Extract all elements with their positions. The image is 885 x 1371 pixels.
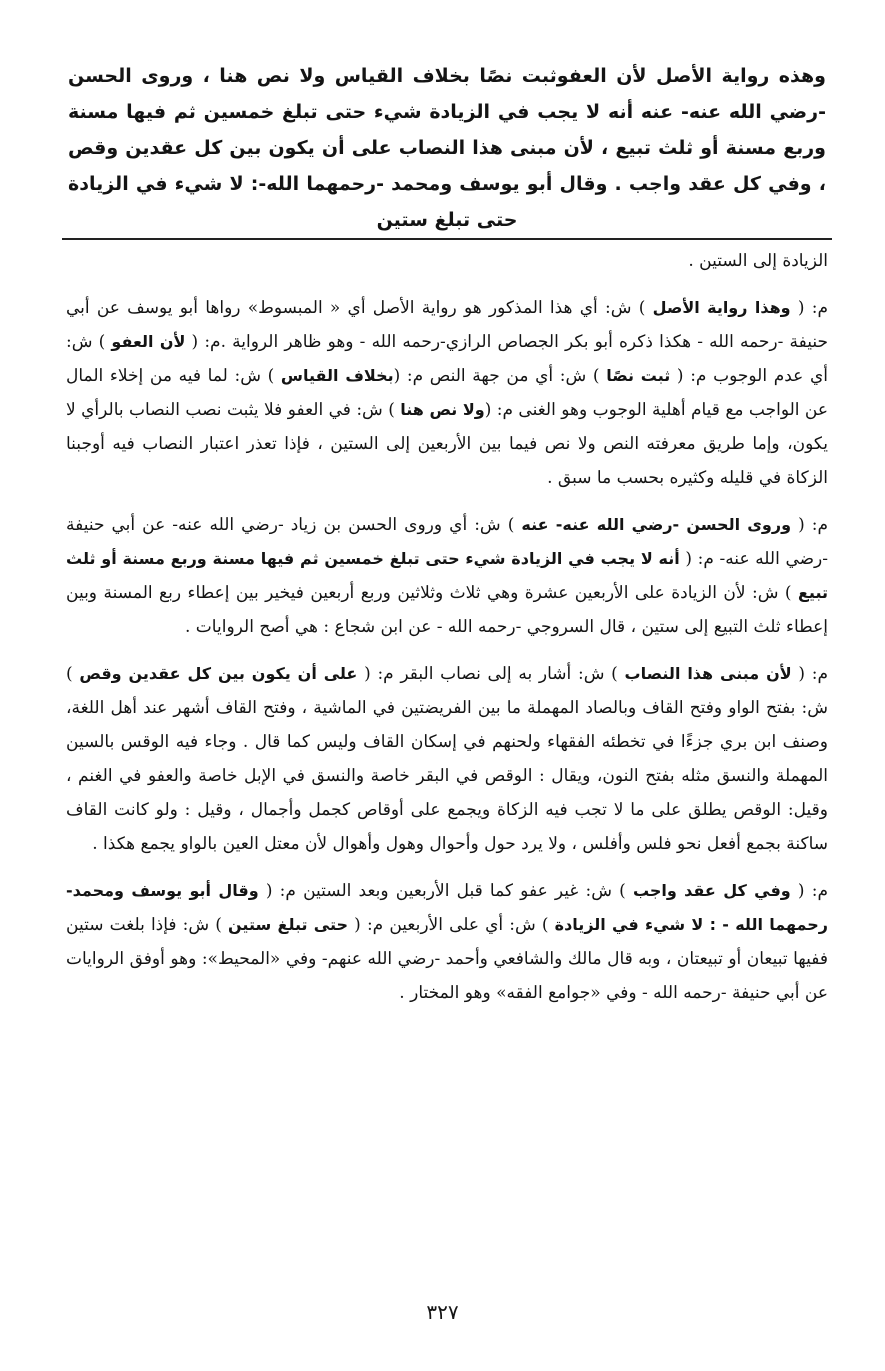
commentary-paragraph <box>66 508 828 644</box>
quoted-main-text: لأن العفو <box>111 332 186 351</box>
commentary-text: ) ش: أشار به إلى نصاب البقر م: ( <box>357 664 625 684</box>
commentary-paragraph <box>66 291 828 495</box>
quoted-main-text: ثبت نصًا <box>606 366 671 385</box>
quoted-main-text: حتى تبلغ ستين <box>228 915 349 934</box>
quoted-main-text: وروى الحسن -رضي الله عنه- عنه <box>521 515 792 534</box>
commentary-text: ) ش: أي من جهة النص م: ( <box>393 366 607 386</box>
commentary-text: م: ( <box>790 881 828 901</box>
commentary-text: ) ش: لما فيه من إخلاء المال عن الواجب مع قيام أهلية الوجوب وهو الغنى م: ( <box>66 366 828 420</box>
commentary-text: ) ش: بفتح الواو وفتح القاف وبالصاد المهملة ما بين الفريضتين في الماشية ، وفتح القاف أشهر عند أهل اللغة، وصنف ابن بري جزءًا في تخطئه الفقهاء ولحنهم في إسكان القاف وليس كما قال . وجاء فيه الوقس بالسين المهملة والنسق مثله بفتح النون، ويقال : الوقص في البقر خاصة والنسق في الإبل خاصة والعفو في الغنم ، وقيل: الوقص يطلق على ما لا تجب فيه الزكاة ويجمع على أوقاص كجمل وأجمال ، وقيل : ولو كانت القاف ساكنة بجمع أفعل نحو فلس وأفلس ، ولا يرد حول وأحوال وهول وأهوال لأن معتل العين بالواو يجمع هكذا . <box>66 664 828 854</box>
commentary-paragraph <box>66 657 828 861</box>
commentary-block <box>62 244 832 1010</box>
commentary-text: ) ش: غير عفو كما قبل الأربعين وبعد الستين م: ( <box>258 881 633 901</box>
book-page <box>62 58 832 1023</box>
quoted-main-text: وهذا رواية الأصل <box>652 298 791 317</box>
separator-rule <box>62 238 832 240</box>
commentary-text: ) ش: أي عدم الوجوب م: ( <box>66 332 828 386</box>
quoted-main-text: وقال أبو يوسف ومحمد- رحمهما الله - : لا شيء في الزيادة <box>66 881 828 934</box>
commentary-text: ) ش: أي وروى الحسن بن زياد -رضي الله عنه- عن أبي حنيفة -رضي الله عنه- م: ( <box>66 515 828 569</box>
commentary-text: ) ش: في العفو فلا يثبت نصب النصاب بالرأي لا يكون، وإما طريق معرفته النص ولا نص فيما بين الأربعين إلى الستين ، فإذا تعذر اعتبار النصاب فيه أوجبنا الزكاة في قليله وكثيره بحسب ما سبق . <box>66 400 828 488</box>
quoted-main-text: أنه لا يجب في الزيادة شيء حتى تبلغ خمسين ثم فيها مسنة وربع مسنة أو ثلث تبيع <box>66 549 828 602</box>
commentary-text: ) ش: أي هذا المذكور هو رواية الأصل أي « المبسوط» رواها أبو يوسف عن أبي حنيفة -رحمه الله - هكذا ذكره أبو بكر الجصاص الرازي-رحمه الله - وهو ظاهر الرواية .م: ( <box>66 298 828 352</box>
commentary-paragraph <box>66 874 828 1010</box>
quoted-main-text: وفي كل عقد واجب <box>632 881 791 900</box>
quoted-main-text: لأن مبنى هذا النصاب <box>624 664 792 683</box>
commentary-text: ) ش: أي على الأربعين م: ( <box>348 915 555 935</box>
commentary-text: م: ( <box>791 664 828 684</box>
commentary-paragraphs <box>66 291 828 1010</box>
commentary-text: م: ( <box>791 515 828 535</box>
main-text-block <box>62 58 832 238</box>
commentary-text: ) ش: فإذا بلغت ستين ففيها تبيعان أو تبيعتان ، وبه قال مالك والشافعي وأحمد -رضي الله عنهم- وفي «المحيط»: وهو أوفق الروايات عن أبي حنيفة -رحمه الله - وفي «جوامع الفقه» وهو المختار . <box>66 915 828 1003</box>
page-number: ٣٢٧ <box>426 1300 459 1324</box>
quoted-main-text: ولا نص هنا <box>400 400 485 419</box>
commentary-text: م: ( <box>790 298 828 318</box>
commentary-text: ) ش: لأن الزيادة على الأربعين عشرة وهي ثلاث وثلاثين وربع أربعين فيخير بين إعطاء ربع المسنة وبين إعطاء ثلث التبيع إلى ستين ، قال السروجي -رحمه الله - عن ابن شجاع : هي أصح الروايات . <box>66 583 828 637</box>
commentary-continuation: الزيادة إلى الستين . <box>688 251 828 271</box>
main-text: وهذه رواية الأصل لأن العفوثبت نصًا بخلاف القياس ولا نص هنا ، وروى الحسن -رضي الله عنه- عنه أنه لا يجب في الزيادة شيء حتى تبلغ خمسين ثم فيها مسنة وربع مسنة أو ثلث تبيع ، لأن مبنى هذا النصاب على أن يكون بين كل عقدين وقص ، وفي كل عقد واجب . وقال أبو يوسف ومحمد -رحمهما الله-: لا شيء في الزيادة حتى تبلغ ستين <box>68 65 826 231</box>
quoted-main-text: على أن يكون بين كل عقدين وقص <box>79 664 358 683</box>
quoted-main-text: بخلاف القياس <box>280 366 394 385</box>
